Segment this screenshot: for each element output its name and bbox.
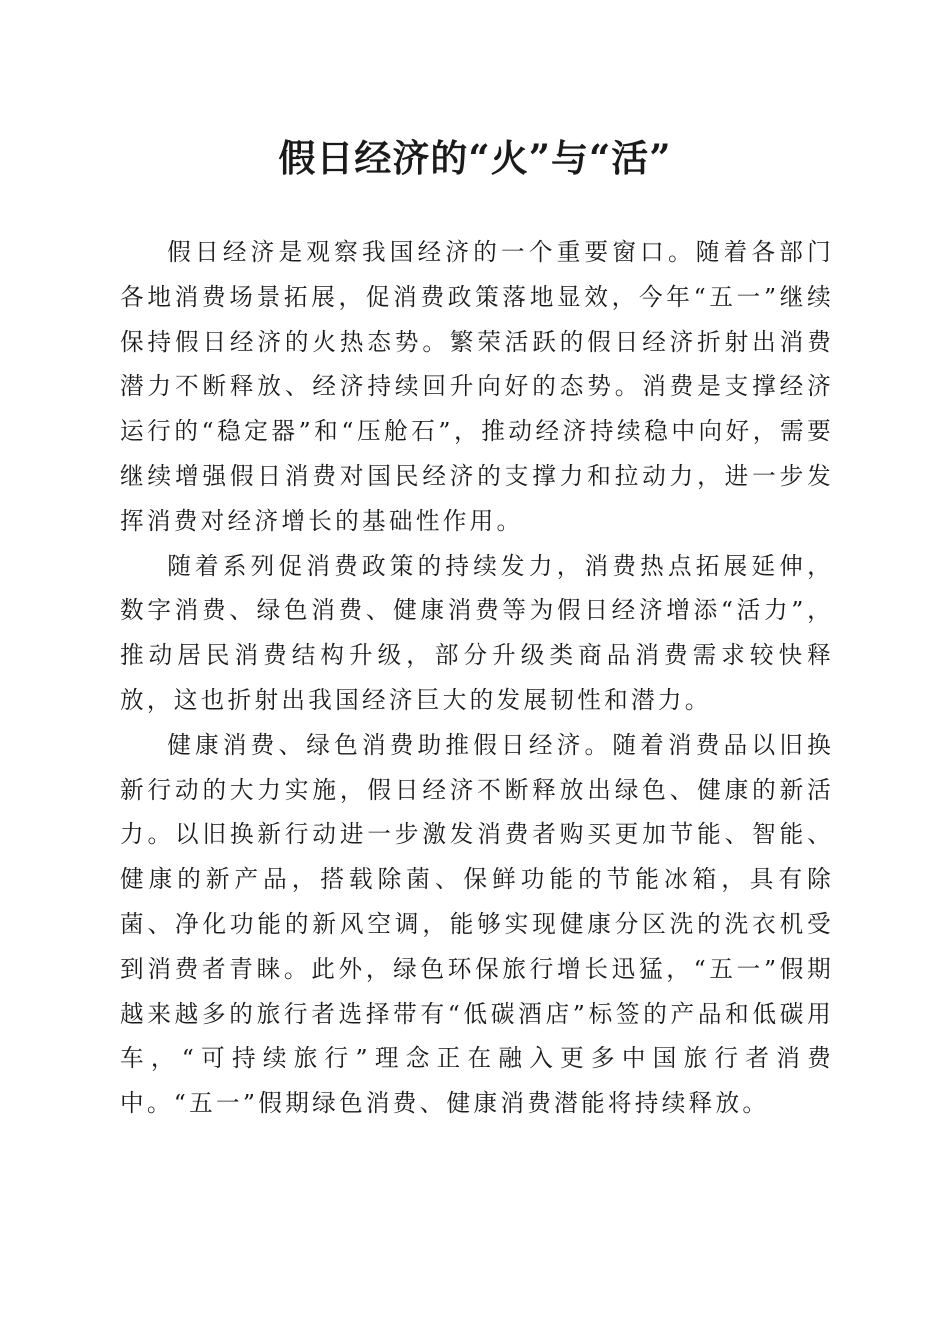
document-title: 假日经济的“火”与“活” [278, 136, 672, 180]
paragraph-1: 假日经济是观察我国经济的一个重要窗口。随着各部门各地消费场景拓展，促消费政策落地显效，今年“五一”继续保持假日经济的火热态势。繁荣活跃的假日经济折射出消费潜力不断释放、经济持续回升向好的态势。消费是支撑经济运行的“稳定器”和“压舱石”，推动经济持续稳中向好，需要继续增强假日消费对国民经济的支撑力和拉动力，进一步发挥消费对经济增长的基础性作用。 [120, 238, 834, 535]
document-body [120, 230, 834, 1126]
paragraph-3: 健康消费、绿色消费助推假日经济。随着消费品以旧换新行动的大力实施，假日经济不断释放出绿色、健康的新活力。以旧换新行动进一步激发消费者购买更加节能、智能、健康的新产品，搭载除菌、保鲜功能的节能冰箱，具有除菌、净化功能的新风空调，能够实现健康分区洗的洗衣机受到消费者青睐。此外，绿色环保旅行增长迅猛，“五一”假期越来越多的旅行者选择带有“低碳酒店”标签的产品和低碳用车，“可持续旅行”理念正在融入更多中国旅行者消费中。“五一”假期绿色消费、健康消费潜能将持续释放。 [120, 730, 834, 1118]
paragraph-2: 随着系列促消费政策的持续发力，消费热点拓展延伸，数字消费、绿色消费、健康消费等为假日经济增添“活力”，推动居民消费结构升级，部分升级类商品消费需求较快释放，这也折射出我国经济巨大的发展韧性和潜力。 [120, 551, 834, 714]
